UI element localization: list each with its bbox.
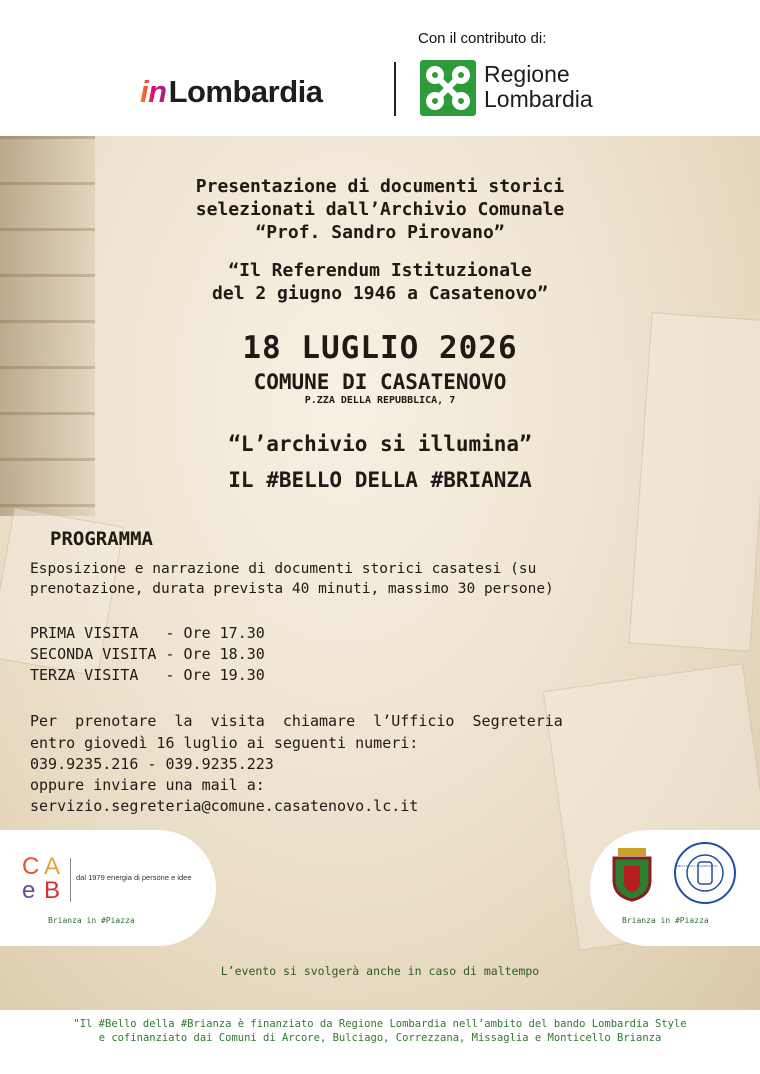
contact-email-link[interactable]: servizio.segreteria@comune.casatenovo.lc.it — [30, 797, 419, 815]
visit-time: - Ore 17.30 — [165, 624, 265, 642]
visit-label: SECONDA VISITA — [30, 645, 157, 663]
badge-caption: Brianza in #Piazza — [48, 916, 135, 925]
weather-note: L’evento si svolgerà anche in caso di maltempo — [220, 964, 540, 978]
contribution-label: Con il contributo di: — [418, 30, 547, 47]
caeb-letter: C — [22, 853, 40, 880]
event-venue: COMUNE DI CASATENOVO — [253, 370, 507, 394]
visit-label: PRIMA VISITA — [30, 624, 157, 642]
visit-label: TERZA VISITA — [30, 666, 157, 684]
pro-loco-seal-icon — [672, 840, 738, 906]
municipal-coat-of-arms-icon — [610, 846, 654, 902]
regione-lombardia-rose-icon — [420, 60, 476, 116]
slogan-line-1: “L’archivio si illumina” — [228, 432, 532, 456]
funding-line-1: "Il #Bello della #Brianza è finanziato da Regione Lombardia nell’ambito del bando Lombardia Style — [73, 1018, 687, 1030]
intro-line-2: selezionati dall’Archivio Comunale — [195, 199, 565, 220]
theme-line-1: “Il Referendum Istituzionale — [228, 260, 532, 281]
visit-row — [30, 624, 265, 642]
inlombardia-prefix: in — [140, 74, 167, 109]
municipality-partner-badge — [590, 830, 760, 946]
caeb-tagline: dal 1979 energia di persone e idee — [76, 873, 192, 882]
description-line-2: prenotazione, durata prevista 40 minuti, massimo 30 persone) — [30, 581, 554, 597]
logo-divider — [394, 62, 396, 116]
visit-time: - Ore 18.30 — [165, 645, 265, 663]
inlombardia-logo — [140, 74, 323, 110]
caeb-partner-badge — [0, 830, 216, 946]
caeb-letter: e — [22, 877, 36, 904]
event-date: 18 LUGLIO 2026 — [242, 330, 518, 366]
inlombardia-name: Lombardia — [168, 74, 323, 109]
mail-intro: oppure inviare una mail a: — [30, 776, 265, 794]
sponsor-header — [0, 0, 760, 136]
caeb-letter: A — [44, 853, 61, 880]
event-address: P.ZZA DELLA REPUBBLICA, 7 — [304, 395, 456, 406]
booking-line-1: Per prenotare la visita chiamare l’Ufficio Segreteria — [30, 712, 563, 730]
visit-time: - Ore 19.30 — [165, 666, 265, 684]
regione-lombardia-wordmark — [484, 62, 593, 112]
regione-line-1: Regione — [484, 61, 570, 87]
caeb-divider — [70, 858, 71, 902]
caeb-letter: B — [44, 877, 61, 904]
pro-loco-seal-text: PRO LOCO CASATENOVO — [676, 864, 718, 868]
visit-row — [30, 666, 265, 684]
badge-caption: Brianza in #Piazza — [622, 916, 709, 925]
slogan-line-2: IL #BELLO DELLA #BRIANZA — [228, 468, 532, 492]
funding-footer — [0, 1010, 760, 1074]
booking-line-2: entro giovedì 16 luglio ai seguenti numeri: — [30, 734, 419, 752]
theme-line-2: del 2 giugno 1946 a Casatenovo” — [212, 283, 548, 304]
archive-name: “Prof. Sandro Pirovano” — [255, 222, 505, 243]
funding-line-2: e cofinanziato dai Comuni di Arcore, Bulciago, Correzzana, Missaglia e Monticello Brianza — [98, 1032, 662, 1044]
description-line-1: Esposizione e narrazione di documenti storici casatesi (su — [30, 561, 537, 577]
regione-line-2: Lombardia — [484, 86, 593, 112]
visit-row — [30, 645, 265, 663]
programma-title: PROGRAMMA — [50, 528, 153, 550]
caeb-logo — [20, 855, 68, 903]
intro-line-1: Presentazione di documenti storici — [195, 176, 565, 197]
phone-numbers[interactable]: 039.9235.216 - 039.9235.223 — [30, 755, 274, 773]
